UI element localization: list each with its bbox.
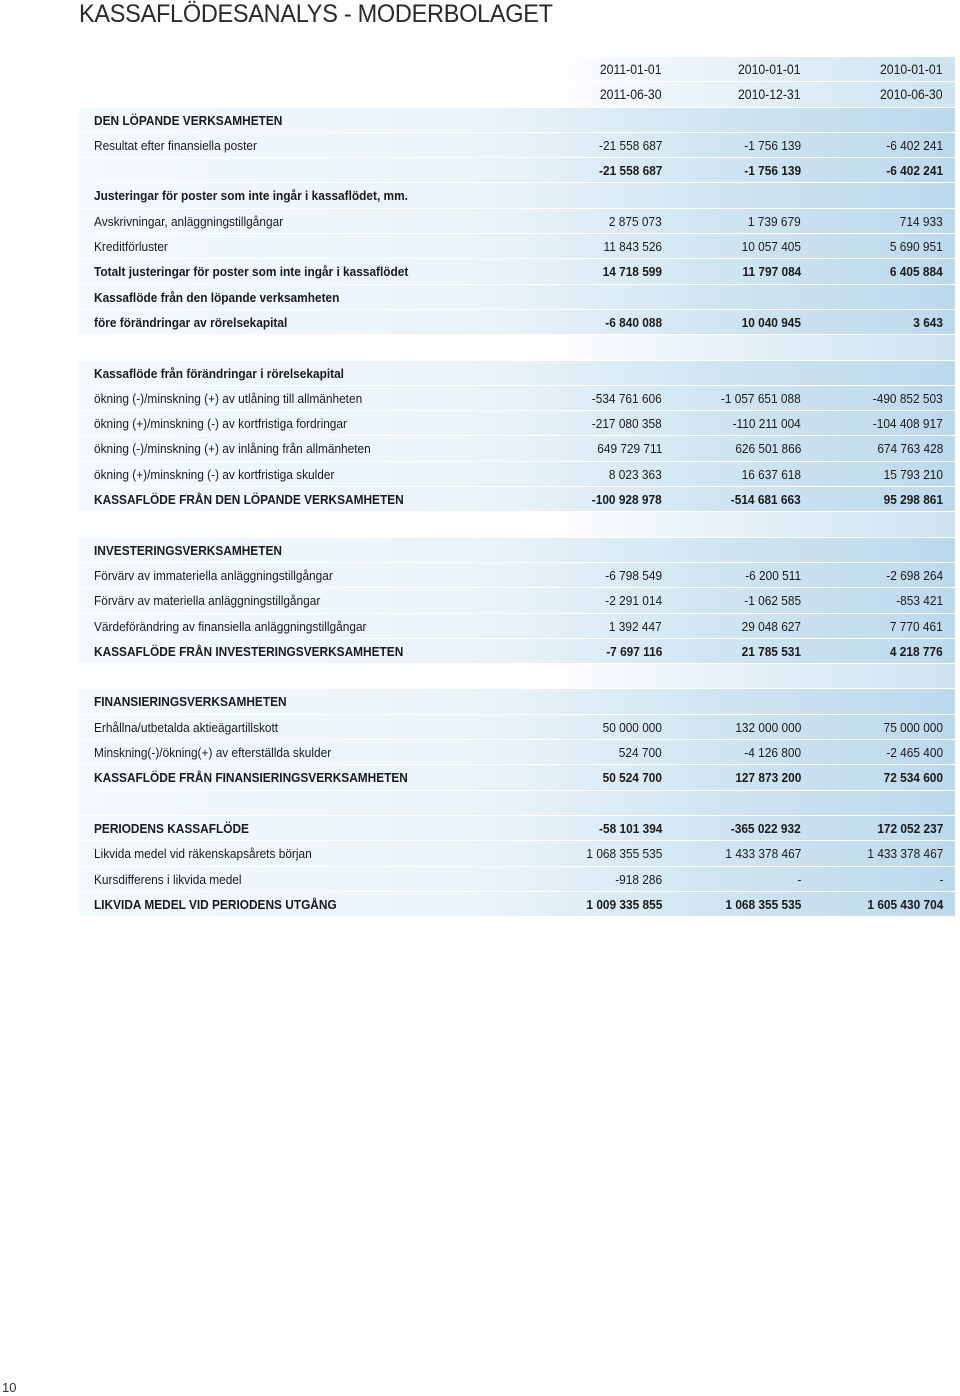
row-value-col2: -1 062 585 (744, 593, 801, 609)
table-row (79, 361, 955, 386)
row-value-col1: -6 840 088 (605, 314, 662, 330)
row-value-col2: 127 873 200 (734, 770, 801, 786)
table-row (79, 715, 955, 740)
row-value-col3: -6 402 241 (886, 163, 943, 179)
row-value-col2: 1 068 355 535 (725, 896, 801, 912)
row-value-col1: -21 558 687 (598, 137, 662, 153)
row-label: PERIODENS KASSAFLÖDE (94, 820, 249, 836)
row-value-col2: 29 048 627 (741, 618, 801, 634)
row-value-col1: 50 000 000 (602, 719, 662, 735)
table-row (79, 512, 955, 537)
row-value-col2: -514 681 663 (731, 492, 801, 508)
row-value-col3: 7 770 461 (890, 618, 943, 634)
row-value-col3: -2 465 400 (886, 745, 943, 761)
row-value-col3: -490 852 503 (873, 390, 943, 406)
row-value-col1: 1 009 335 855 (586, 896, 662, 912)
row-value-col3: 75 000 000 (883, 719, 943, 735)
table-row (79, 614, 955, 639)
row-value-col3: 1 433 378 467 (867, 846, 943, 862)
row-value-col2: -4 126 800 (744, 745, 801, 761)
cashflow-table (79, 57, 955, 917)
row-label: FINANSIERINGSVERKSAMHETEN (94, 694, 287, 710)
table-body (79, 108, 955, 918)
row-value-col3: 5 690 951 (890, 239, 943, 255)
header-row-from (79, 57, 955, 82)
table-row (79, 183, 955, 208)
row-label: före förändringar av rörelsekapital (94, 314, 288, 330)
row-value-col1: 649 729 711 (596, 441, 662, 457)
row-value-col3: 15 793 210 (883, 466, 943, 482)
row-label: Förvärv av immateriella anläggningstillgångar (94, 567, 333, 583)
header-from-col1: 2011-01-01 (600, 62, 662, 77)
row-label: Resultat efter finansiella poster (94, 137, 257, 153)
table-row (79, 108, 955, 133)
table-row (79, 538, 955, 563)
row-value-col3: - (939, 871, 943, 887)
row-label: Kassaflöde från förändringar i rörelsekapital (94, 365, 344, 381)
row-label: Avskrivningar, anläggningstillgångar (94, 213, 284, 229)
table-row (79, 335, 955, 360)
row-value-col3: -2 698 264 (886, 567, 943, 583)
header-from-col3: 2010-01-01 (880, 62, 943, 77)
row-label: ökning (+)/minskning (-) av kortfristiga fordringar (94, 416, 347, 432)
row-label: Kassaflöde från den löpande verksamheten (94, 289, 340, 305)
row-value-col1: -100 928 978 (592, 492, 662, 508)
row-label: KASSAFLÖDE FRÅN DEN LÖPANDE VERKSAMHETEN (94, 492, 404, 508)
page-number: 10 (2, 1380, 17, 1395)
table-row (79, 234, 955, 259)
table-row (79, 765, 955, 790)
table-row (79, 209, 955, 234)
header-to-col3: 2010-06-30 (880, 87, 943, 103)
row-value-col2: -110 211 004 (732, 416, 801, 432)
table-row (79, 436, 955, 461)
row-value-col2: 1 433 378 467 (725, 846, 801, 862)
header-from-col2: 2010-01-01 (738, 62, 801, 77)
row-value-col3: 6 405 884 (890, 264, 943, 280)
table-row (79, 841, 955, 866)
header-to-col1: 2011-06-30 (600, 87, 662, 103)
row-value-col2: -1 756 139 (744, 163, 801, 179)
table-row (79, 664, 955, 689)
row-value-col3: 172 052 237 (876, 820, 943, 836)
row-label: INVESTERINGSVERKSAMHETEN (94, 542, 282, 558)
row-label: Kursdifferens i likvida medel (94, 871, 242, 887)
table-row (79, 386, 955, 411)
table-row (79, 639, 955, 664)
row-value-col1: -21 558 687 (598, 163, 662, 179)
row-value-col1: -918 286 (615, 871, 662, 887)
row-value-col3: 95 298 861 (883, 492, 943, 508)
row-value-col3: 72 534 600 (883, 770, 943, 786)
row-label: Erhållna/utbetalda aktieägartillskott (94, 719, 279, 735)
row-label: Förvärv av materiella anläggningstillgångar (94, 593, 321, 609)
table-row (79, 259, 955, 284)
row-value-col2: 16 637 618 (741, 466, 801, 482)
row-value-col1: 1 068 355 535 (586, 846, 662, 862)
row-value-col1: 2 875 073 (609, 213, 662, 229)
table-row (79, 588, 955, 613)
row-value-col2: 1 739 679 (748, 213, 801, 229)
row-label: ökning (-)/minskning (+) av utlåning till allmänheten (94, 390, 363, 406)
row-label: Värdeförändring av finansiella anläggningstillgångar (94, 618, 367, 634)
row-value-col2: 21 785 531 (741, 643, 801, 659)
row-label: Totalt justeringar för poster som inte ingår i kassaflödet (94, 264, 409, 280)
row-label: ökning (+)/minskning (-) av kortfristiga skulder (94, 466, 335, 482)
row-value-col2: - (797, 871, 801, 887)
row-label: DEN LÖPANDE VERKSAMHETEN (94, 112, 283, 128)
row-value-col2: -365 022 932 (731, 820, 801, 836)
row-value-col2: 11 797 084 (742, 264, 801, 280)
row-value-col2: 10 040 945 (741, 314, 801, 330)
header-to-col2: 2010-12-31 (738, 87, 801, 103)
row-value-col2: 132 000 000 (734, 719, 801, 735)
row-value-col1: -7 697 116 (605, 643, 662, 659)
table-row (79, 411, 955, 436)
table-row (79, 892, 955, 917)
row-value-col1: -6 798 549 (605, 567, 662, 583)
row-value-col2: 626 501 866 (734, 441, 801, 457)
table-row (79, 285, 955, 310)
row-label: ökning (-)/minskning (+) av inlåning från allmänheten (94, 441, 371, 457)
row-value-col1: -2 291 014 (605, 593, 662, 609)
row-value-col3: -853 421 (896, 593, 943, 609)
header-row-to (79, 82, 955, 107)
row-label: KASSAFLÖDE FRÅN INVESTERINGSVERKSAMHETEN (94, 643, 404, 659)
row-value-col1: -534 761 606 (592, 390, 662, 406)
row-label: Likvida medel vid räkenskapsårets början (94, 846, 312, 862)
row-label: Kreditförluster (94, 239, 168, 255)
row-value-col3: 1 605 430 704 (867, 896, 943, 912)
table-row (79, 310, 955, 335)
table-row (79, 133, 955, 158)
table-row (79, 816, 955, 841)
row-value-col3: -6 402 241 (886, 137, 943, 153)
page-title: KASSAFLÖDESANALYS - MODERBOLAGET (79, 0, 553, 28)
table-row (79, 791, 955, 816)
table-row (79, 563, 955, 588)
row-value-col1: 50 524 700 (602, 770, 662, 786)
table-row (79, 158, 955, 183)
row-label: KASSAFLÖDE FRÅN FINANSIERINGSVERKSAMHETEN (94, 770, 408, 786)
row-value-col3: 3 643 (913, 314, 943, 330)
row-value-col3: -104 408 917 (873, 416, 943, 432)
row-value-col1: 1 392 447 (609, 618, 662, 634)
row-label: Justeringar för poster som inte ingår i kassaflödet, mm. (94, 188, 408, 204)
row-value-col3: 714 933 (900, 213, 943, 229)
row-value-col1: 11 843 526 (603, 239, 662, 255)
table-row (79, 462, 955, 487)
table-row (79, 487, 955, 512)
row-value-col2: -1 756 139 (744, 137, 801, 153)
row-value-col2: -6 200 511 (745, 567, 801, 583)
row-label: Minskning(-)/ökning(+) av efterställda skulder (94, 745, 332, 761)
row-value-col1: -217 080 358 (592, 416, 662, 432)
row-value-col1: 14 718 599 (602, 264, 662, 280)
row-value-col2: -1 057 651 088 (721, 390, 801, 406)
row-value-col1: -58 101 394 (598, 820, 662, 836)
row-value-col1: 524 700 (619, 745, 662, 761)
row-value-col1: 8 023 363 (609, 466, 662, 482)
table-row (79, 867, 955, 892)
table-row (79, 689, 955, 714)
row-label: LIKVIDA MEDEL VID PERIODENS UTGÅNG (94, 896, 337, 912)
row-value-col3: 4 218 776 (890, 643, 943, 659)
row-value-col2: 10 057 405 (741, 239, 801, 255)
row-value-col3: 674 763 428 (876, 441, 943, 457)
table-row (79, 740, 955, 765)
